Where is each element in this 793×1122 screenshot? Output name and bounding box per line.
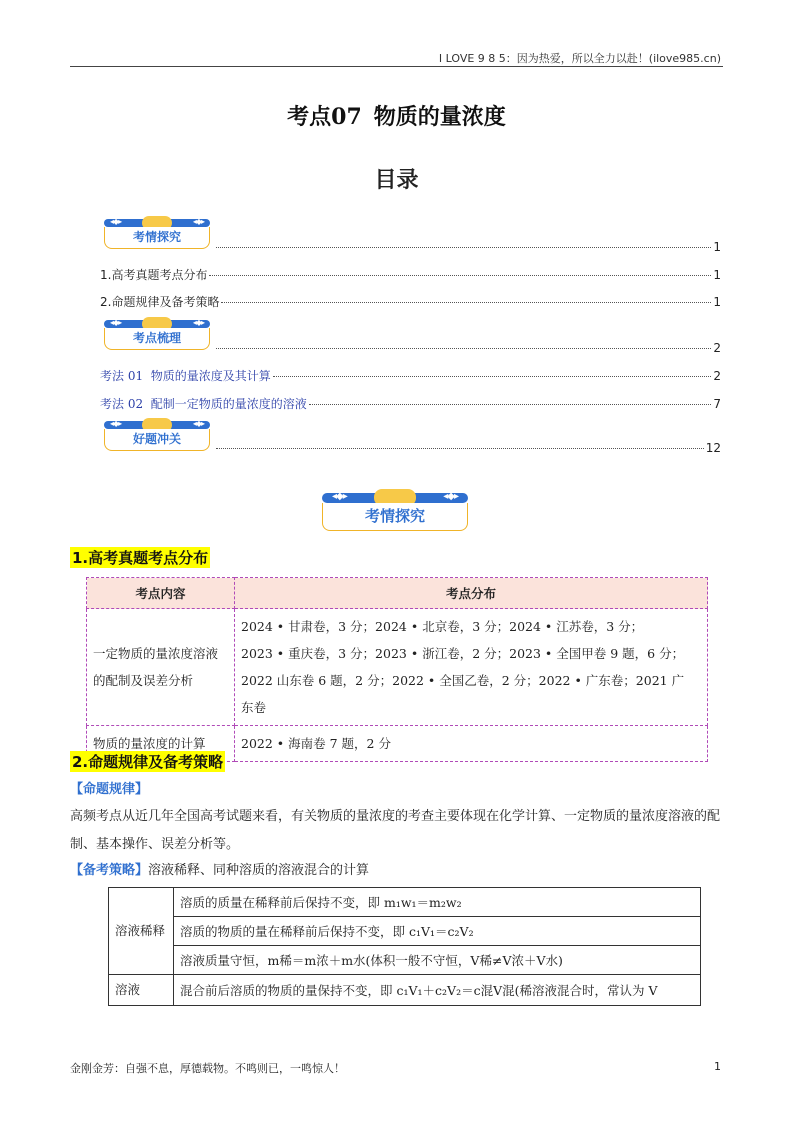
table-header-cell: 考点内容 (87, 578, 235, 609)
table-row (109, 946, 701, 975)
arrows-right-icon: ◂◆▸ (192, 318, 204, 327)
toc-leader (309, 404, 712, 405)
footer-motto: 金刚金芳：自强不息，厚德载物。不鸣则已，一鸣惊人！ (70, 1062, 345, 1075)
distribution-line: 东卷 (241, 700, 267, 715)
toc-item-exam-distribution[interactable] (100, 266, 721, 283)
table-row (87, 609, 708, 726)
footer-page-number: 1 (714, 1060, 721, 1073)
toc-page: 2 (713, 369, 721, 383)
table-cell-formula: 溶质的物质的量在稀释前后保持不变，即 c₁V₁＝c₂V₂ (174, 917, 701, 946)
table-cell-distribution (235, 726, 708, 762)
toc-page: 12 (705, 441, 721, 455)
toc-item-rules-strategy[interactable] (100, 293, 721, 310)
toc-label: 1.高考真题考点分布 (100, 268, 208, 282)
badge-label: 考情探究 (104, 227, 210, 249)
table-cell-distribution (235, 609, 708, 726)
rule-label: 【命题规律】 (70, 782, 149, 797)
badge-label: 好题冲关 (104, 429, 210, 451)
toc-leader (209, 275, 711, 276)
toc-label (100, 367, 271, 384)
toc-label-text: 物质的量浓度及其计算 (150, 369, 271, 383)
badge-label: 考情探究 (322, 503, 468, 531)
distribution-line: 2024 • 甘肃卷，3 分；2024 • 北京卷，3 分；2024 • 江苏卷，3 分； (241, 619, 644, 634)
arrows-left-icon: ◂◆▸ (110, 217, 122, 226)
toc-label (100, 395, 307, 412)
strategy-text: 溶液稀释、同种溶质的溶液混合的计算 (148, 863, 370, 878)
rule-paragraph: 高频考点从近几年全国高考试题来看，有关物质的量浓度的考查主要体现在化学计算、一定物质的量浓度溶液的配制、基本操作、误差分析等。 (70, 809, 721, 852)
table-cell-topic: 物质的量浓度的计算 (87, 726, 235, 762)
toc-badge-exam-analysis[interactable] (104, 219, 210, 249)
toc-label: 2.命题规律及备考策略 (100, 295, 220, 309)
arrows-right-icon: ◂◆▸ (443, 491, 458, 502)
strategy-label: 【备考策略】 (70, 863, 149, 878)
section-title-rules: 2.命题规律及备考策略 (72, 753, 224, 771)
toc-heading: 目录 (374, 168, 419, 193)
toc-leader (216, 448, 704, 449)
table-row (109, 917, 701, 946)
rule-label-line (70, 776, 721, 804)
distribution-line: 2022 山东卷 6 题，2 分；2022 • 全国乙卷，2 分；2022 • 广东卷；2021 广 (241, 673, 685, 688)
toc-leader (216, 348, 711, 349)
toc-page: 2 (713, 341, 721, 355)
table-cell-topic: 一定物质的量浓度溶液的配制及误差分析 (87, 609, 235, 726)
table-cell-formula: 溶液质量守恒，m稀＝m浓＋m水(体积一般不守恒，V稀≠V浓＋V水) (174, 946, 701, 975)
page-header: I LOVE 9 8 5：因为热爱，所以全力以赴！(ilove985.cn) (438, 52, 721, 65)
badge-label: 考点梳理 (104, 328, 210, 350)
header-divider (70, 66, 723, 67)
toc-page: 1 (713, 295, 721, 309)
title-number: 考点07 (287, 104, 362, 130)
dilution-mixing-table (108, 887, 701, 1006)
arrows-left-icon: ◂◆▸ (110, 318, 122, 327)
table-cell-mix-label: 溶液 (109, 975, 174, 1006)
toc-item-method-02[interactable] (100, 395, 721, 412)
toc-page: 1 (713, 240, 721, 254)
toc-line-badge1[interactable] (214, 240, 721, 254)
section-title-distribution: 1.高考真题考点分布 (72, 549, 209, 567)
toc-leader (273, 376, 712, 377)
table-row (109, 888, 701, 917)
page-title (0, 100, 793, 131)
toc-badge-key-points[interactable] (104, 320, 210, 350)
table-header-row (87, 578, 708, 609)
toc-prefix: 考法 02 (100, 397, 144, 411)
toc-leader (221, 302, 711, 303)
toc-item-method-01[interactable] (100, 367, 721, 384)
section-badge-exam-analysis (322, 493, 468, 531)
arrows-left-icon: ◂◆▸ (332, 491, 347, 502)
toc-line-badge2[interactable] (214, 341, 721, 355)
arrows-right-icon: ◂◆▸ (192, 217, 204, 226)
arrows-right-icon: ◂◆▸ (192, 419, 204, 428)
toc-line-badge3[interactable] (214, 441, 721, 455)
table-cell-formula: 混合前后溶质的物质的量保持不变，即 c₁V₁＋c₂V₂＝c混V混(稀溶液混合时，常认为 V (174, 975, 701, 1006)
toc-page: 7 (713, 397, 721, 411)
table-header-cell: 考点分布 (235, 578, 708, 609)
table-row (109, 975, 701, 1006)
title-text: 物质的量浓度 (373, 105, 506, 130)
toc-page: 1 (713, 268, 721, 282)
strategy-line (70, 857, 721, 885)
exam-distribution-table (86, 577, 708, 762)
toc-leader (216, 247, 711, 248)
toc-label-text: 配制一定物质的量浓度的溶液 (150, 397, 307, 411)
distribution-line: 2022 • 海南卷 7 题，2 分 (241, 736, 391, 751)
toc-badge-practice[interactable] (104, 421, 210, 451)
toc-prefix: 考法 01 (100, 369, 144, 383)
table-cell-formula: 溶质的质量在稀释前后保持不变，即 m₁w₁＝m₂w₂ (174, 888, 701, 917)
distribution-line: 2023 • 重庆卷，3 分；2023 • 浙江卷，2 分；2023 • 全国甲卷 9 题，6 分； (241, 646, 685, 661)
table-cell-dilute-label: 溶液稀释 (109, 888, 174, 975)
arrows-left-icon: ◂◆▸ (110, 419, 122, 428)
